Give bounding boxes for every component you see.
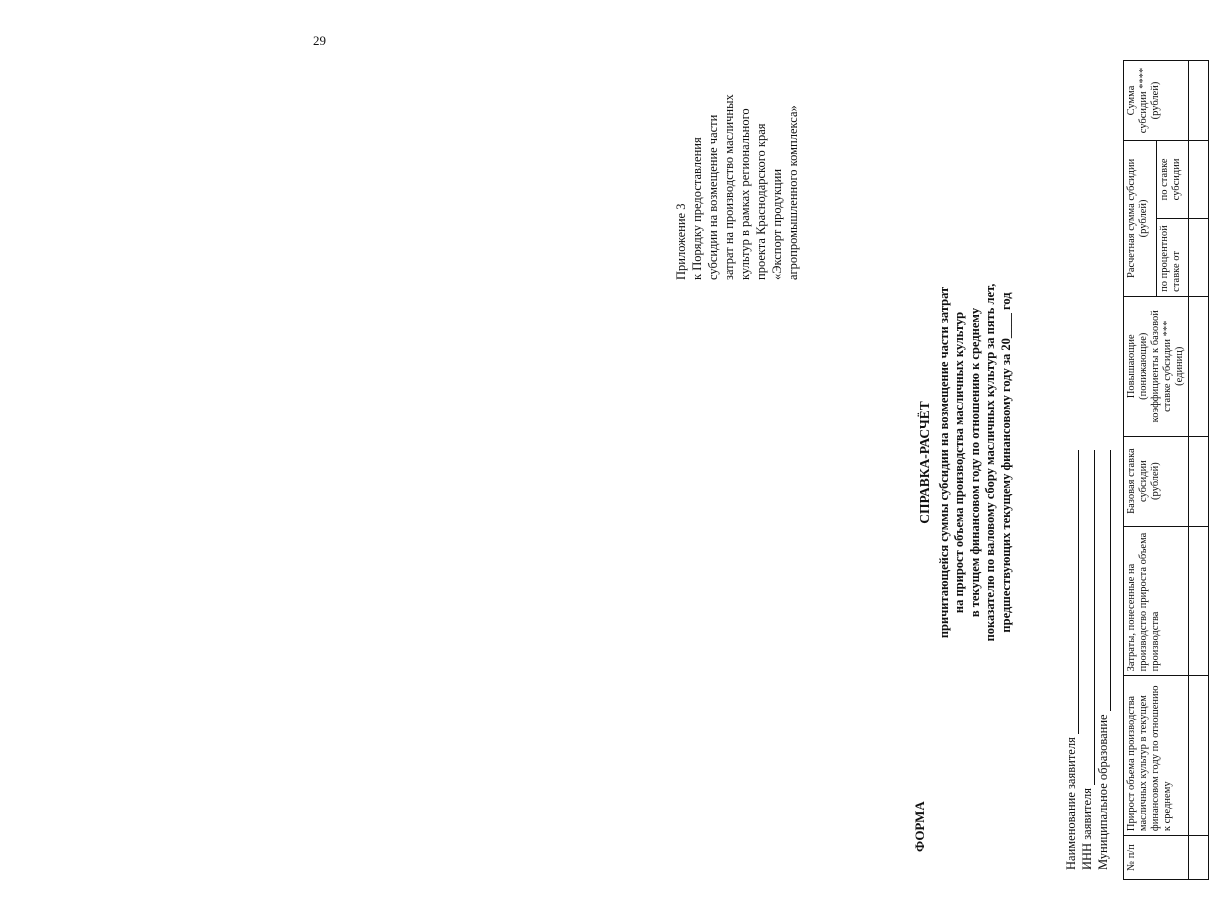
title-line: причитающейся суммы субсидии на возмещение части затрат (936, 286, 951, 639)
appendix-line: проекта Краснодарского края (754, 123, 768, 280)
header-subsidy-sum: Сумма субсидии **** (рублей) (1124, 61, 1189, 141)
appendix-line: затрат на производство масличных (722, 94, 736, 280)
table-cell[interactable] (1189, 296, 1209, 436)
header-num: № п/п (1124, 836, 1189, 880)
applicant-inn-label: ИНН заявителя (1080, 787, 1094, 870)
document-title-block (917, 280, 1014, 645)
applicant-name-line[interactable] (1067, 450, 1079, 734)
appendix-line: к Порядку предоставления (690, 137, 704, 280)
form-label: ФОРМА (912, 801, 927, 852)
applicant-inn-field[interactable] (1079, 450, 1095, 870)
header-costs: Затраты, понесенные на производство прироста объема производства (1124, 526, 1189, 676)
document-title: СПРАВКА-РАСЧЁТ (917, 401, 932, 524)
appendix-line: «Экспорт продукции (770, 168, 784, 280)
appendix-line: субсидии на возмещение части (706, 114, 720, 280)
header-base-rate: Базовая ставка субсидии (рублей) (1124, 436, 1189, 526)
table-cell[interactable] (1189, 436, 1209, 526)
appendix-line: культур в рамках регионального (738, 108, 752, 280)
rotated-form-content (625, 40, 1185, 900)
page-number: 29 (313, 33, 326, 48)
title-line: предшествующих текущему финансовому году за 20____ год (998, 292, 1013, 633)
subsidy-calculation-table (1123, 60, 1209, 880)
header-by-percent: по процентной ставке от (1156, 218, 1189, 296)
table-cell[interactable] (1189, 836, 1209, 880)
appendix-line: агропромышленного комплекса» (786, 105, 800, 280)
appendix-reference (673, 55, 801, 280)
header-calc-sum: Расчетная сумма субсидии (рублей) (1124, 140, 1157, 296)
title-line: показателю по валовому сбору масличных культур за пять лет, (983, 283, 997, 642)
table-cell[interactable] (1189, 676, 1209, 836)
header-growth: Прирост объема производства масличных культур в текущем финансовом году по отношению к среднему (1124, 676, 1189, 836)
table-cell[interactable] (1189, 218, 1209, 296)
applicant-name-field[interactable] (1063, 450, 1079, 870)
appendix-line: Приложение 3 (674, 203, 688, 280)
table-cell[interactable] (1189, 140, 1209, 218)
header-coefficients: Повышающие (понижающие) коэффициенты к базовой ставке субсидии *** (единиц) (1124, 296, 1189, 436)
title-line: в текущем финансовом году по отношению к среднему (967, 307, 982, 618)
municipality-line[interactable] (1099, 450, 1111, 711)
table-cell[interactable] (1189, 526, 1209, 676)
title-line: на прирост объема производства масличных культур (952, 311, 966, 614)
table-row (1189, 61, 1209, 880)
header-by-rate: по ставке субсидии (1156, 140, 1189, 218)
table-header-row (1124, 61, 1157, 880)
applicant-inn-line[interactable] (1083, 450, 1095, 785)
municipality-label: Муниципальное образование (1096, 714, 1110, 870)
applicant-name-label: Наименование заявителя (1064, 737, 1078, 870)
applicant-fields (1063, 450, 1111, 870)
table-cell[interactable] (1189, 61, 1209, 141)
municipality-field[interactable] (1095, 450, 1111, 870)
